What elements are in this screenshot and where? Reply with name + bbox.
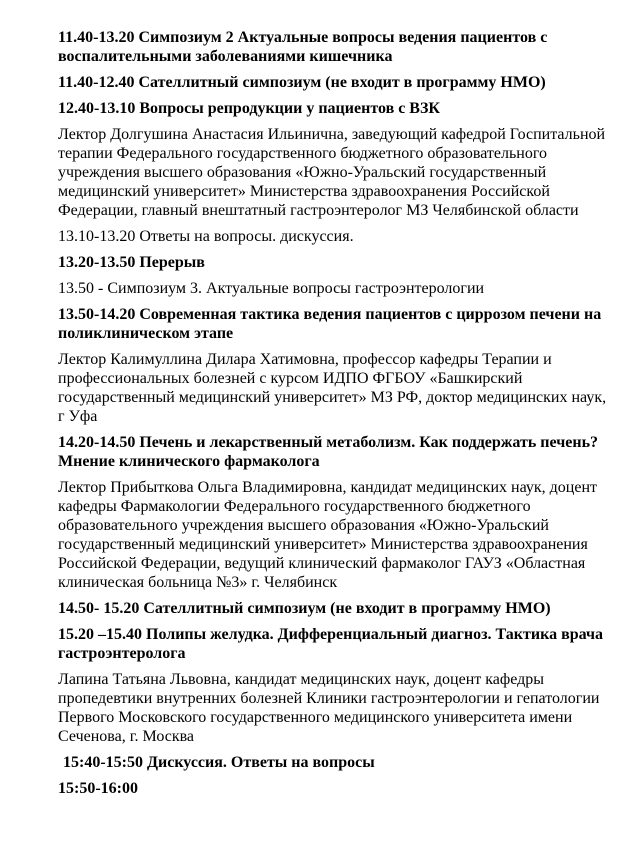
lecturer-pribytkova-info: Лектор Прибыткова Ольга Владимировна, кандидат медицинских наук, доцент кафедры Фармакологии Федерального государственного бюджетного образовательного учреждения высшего образования «Южно-Уральский государственный медицинский университет» Министерства здравоохранения Российской Федерации, ведущий клинический фармаколог ГАУЗ «Областная клиническая больница №3» г. Челябинск <box>58 479 598 591</box>
satellite-symposium-1-heading: 11.40-12.40 Сателлитный симпозиум (не входит в программу НМО) <box>58 74 546 91</box>
talk-stomach-polyps-heading: 15.20 –15.40 Полипы желудка. Дифференциальный диагноз. Тактика врача гастроэнтеролога <box>58 626 603 662</box>
discussion-qa-2: 15:40-15:50 Дискуссия. Ответы на вопросы <box>63 754 375 771</box>
final-timeslot: 15:50-16:00 <box>58 780 138 797</box>
talk-reproduction-vzk-heading: 12.40-13.10 Вопросы репродукции у пациентов с ВЗК <box>58 100 441 117</box>
qa-discussion-1: 13.10-13.20 Ответы на вопросы. дискуссия. <box>58 228 354 245</box>
session-symposium2-heading: 11.40-13.20 Симпозиум 2 Актуальные вопросы ведения пациентов с воспалительными заболеваниями кишечника <box>58 29 548 65</box>
lecturer-dolgushina-info: Лектор Долгушина Анастасия Ильинична, заведующий кафедрой Госпитальной терапии Федерального государственного бюджетного образовательного учреждения высшего образования «Южно-Уральский государственный медицинский университет» Министерства здравоохранения Российской Федерации, главный внештатный гастроэнтеролог МЗ Челябинской области <box>58 126 606 219</box>
talk-liver-metabolism-heading: 14.20-14.50 Печень и лекарственный метаболизм. Как поддержать печень? Мнение клинического фармаколога <box>58 434 599 470</box>
symposium3-heading: 13.50 - Симпозиум 3. Актуальные вопросы гастроэнтерологии <box>58 280 485 297</box>
break-heading: 13.20-13.50 Перерыв <box>58 254 205 271</box>
talk-cirrhosis-heading: 13.50-14.20 Современная тактика ведения пациентов с циррозом печени на поликлиническом этапе <box>58 306 602 342</box>
satellite-symposium-2-heading: 14.50- 15.20 Сателлитный симпозиум (не входит в программу НМО) <box>58 600 551 617</box>
lecturer-lapina-info: Лапина Татьяна Львовна, кандидат медицинских наук, доцент кафедры пропедевтики внутренних болезней Клиники гастроэнтерологии и гепатологии Первого Московского государственного медицинского университета имени Сеченова, г. Москва <box>58 671 600 745</box>
lecturer-kalimullina-info: Лектор Калимуллина Дилара Хатимовна, профессор кафедры Терапии и профессиональных болезней с курсом ИДПО ФГБОУ «Башкирский государственный медицинский университет» МЗ РФ, доктор медицинских наук, г Уфа <box>58 351 607 425</box>
